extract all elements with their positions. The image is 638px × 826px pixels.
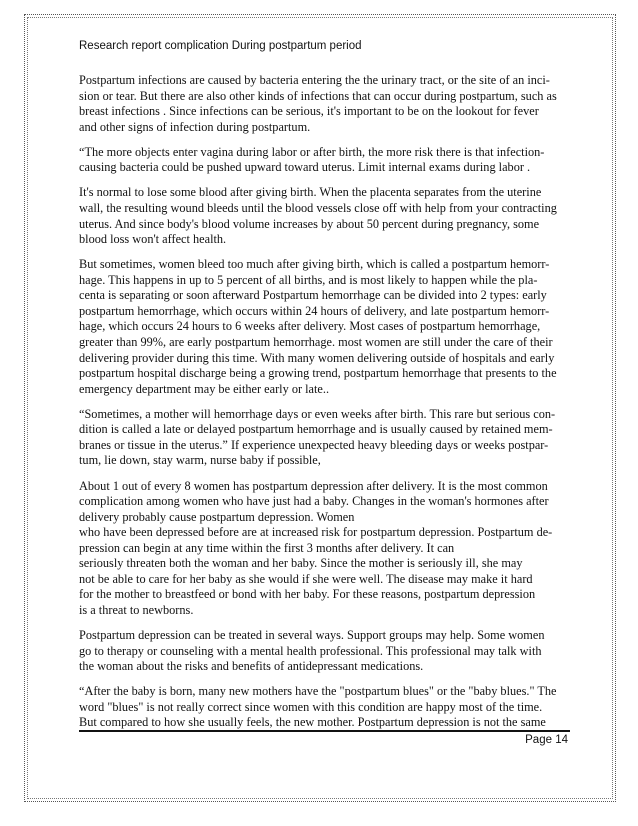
text-line: who have been depressed before are at increased risk for postpartum depression. Postpartum de- bbox=[79, 525, 553, 540]
text-line: branes or tissue in the uterus.” If experience unexpected heavy bleeding days or weeks postpar- bbox=[79, 437, 549, 452]
text-line: wall, the resulting wound bleeds until the blood vessels close off with help from your contracting bbox=[79, 201, 557, 216]
text-line: sion or tear. But there are also other kinds of infections that can occur during postpartum, such as bbox=[79, 88, 557, 103]
text-line: for the mother to breastfeed or bond with her baby. For these reasons, postpartum depression bbox=[79, 587, 536, 602]
text-line: It's normal to lose some blood after giving birth. When the placenta separates from the uterine bbox=[79, 185, 542, 200]
paragraph bbox=[79, 479, 570, 619]
paragraph bbox=[79, 145, 570, 176]
paragraph bbox=[79, 684, 570, 731]
paragraph bbox=[79, 628, 570, 675]
text-line: is a threat to newborns. bbox=[79, 602, 194, 617]
text-line: delivery probably cause postpartum depression. Women bbox=[79, 509, 355, 524]
text-line: the woman about the risks and benefits of antidepressant medications. bbox=[79, 659, 424, 674]
text-line: emergency department may be either early or late.. bbox=[79, 381, 330, 396]
footer-rule bbox=[79, 730, 570, 732]
paragraph bbox=[79, 73, 570, 135]
text-line: word "blues" is not really correct since women with this condition are happy most of the time. bbox=[79, 699, 543, 714]
text-line: “The more objects enter vagina during labor or after birth, the more risk there is that infection- bbox=[79, 144, 545, 159]
text-line: seriously threaten both the woman and her baby. Since the mother is seriously ill, she may bbox=[79, 556, 523, 571]
text-line: breast infections . Since infections can be serious, it's important to be on the lookout for fever bbox=[79, 104, 539, 119]
text-line: delivering provider during this time. With many women delivering outside of hospitals and early bbox=[79, 350, 555, 365]
text-line: and other signs of infection during postpartum. bbox=[79, 119, 311, 134]
document-body bbox=[79, 73, 570, 741]
text-line: greater than 99%, are early postpartum hemorrhage. most women are still under the care of their bbox=[79, 334, 553, 349]
text-line: hage, which occurs 24 hours to 6 weeks after delivery. Most cases of postpartum hemorrhage, bbox=[79, 319, 541, 334]
text-line: uterus. And since body's blood volume increases by about 50 percent during pregnancy, some bbox=[79, 216, 540, 231]
text-line: But compared to how she usually feels, the new mother. Postpartum depression is not the same bbox=[79, 715, 546, 730]
text-line: dition is called a late or delayed postpartum hemorrhage and is usually caused by retained mem- bbox=[79, 422, 553, 437]
page-number: Page 14 bbox=[525, 734, 568, 746]
paragraph bbox=[79, 257, 570, 397]
text-line: “After the baby is born, many new mothers have the "postpartum blues" or the "baby blues." The bbox=[79, 684, 557, 699]
text-line: “Sometimes, a mother will hemorrhage days or even weeks after birth. This rare but serious con- bbox=[79, 406, 556, 421]
paragraph bbox=[79, 185, 570, 247]
text-line: postpartum hospital discharge being a growing trend, postpartum hemorrhage that presents to the bbox=[79, 366, 557, 381]
text-line: not be able to care for her baby as she would if she were well. The disease may make it hard bbox=[79, 571, 533, 586]
text-line: Postpartum depression can be treated in several ways. Support groups may help. Some women bbox=[79, 628, 545, 643]
text-line: About 1 out of every 8 women has postpartum depression after delivery. It is the most common bbox=[79, 478, 548, 493]
text-line: causing bacteria could be pushed upward toward uterus. Limit internal exams during labor . bbox=[79, 160, 531, 175]
text-line: blood loss won't affect health. bbox=[79, 232, 227, 247]
text-line: But sometimes, women bleed too much after giving birth, which is called a postpartum hemorr- bbox=[79, 257, 550, 272]
text-line: Postpartum infections are caused by bacteria entering the the urinary tract, or the site of an inci- bbox=[79, 73, 550, 87]
text-line: go to therapy or counseling with a mental health professional. This professional may talk with bbox=[79, 643, 542, 658]
text-line: postpartum hemorrhage, which occurs within 24 hours of delivery, and late postpartum hemorr- bbox=[79, 303, 550, 318]
page-header: Research report complication During postpartum period bbox=[79, 40, 362, 52]
text-line: complication among women who have just had a baby. Changes in the woman's hormones after bbox=[79, 494, 549, 509]
text-line: hage. This happens in up to 5 percent of all births, and is most likely to happen while the pla- bbox=[79, 272, 538, 287]
text-line: tum, lie down, stay warm, nurse baby if possible, bbox=[79, 453, 321, 468]
paragraph bbox=[79, 407, 570, 469]
text-line: centa is separating or soon afterward Postpartum hemorrhage can be divided into 2 types: early bbox=[79, 288, 547, 303]
text-line: pression can begin at any time within the first 3 months after delivery. It can bbox=[79, 540, 455, 555]
